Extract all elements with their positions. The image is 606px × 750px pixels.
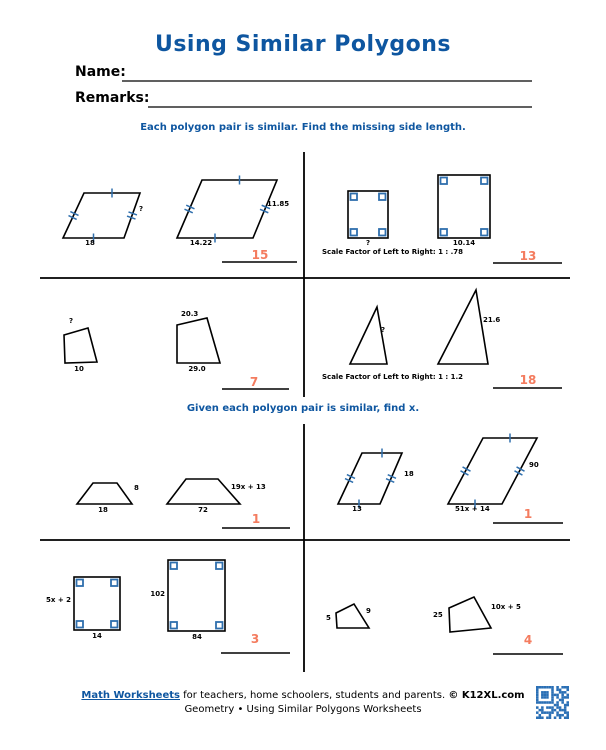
p8-small-left-label: 5: [326, 614, 331, 622]
p6-answer: 1: [523, 507, 533, 521]
p8-answer: 4: [523, 633, 533, 647]
p5-small-trapezoid: [77, 483, 132, 504]
p3-large-quadrilateral: [177, 318, 220, 363]
p2-small-square-right-angle-mark: [351, 229, 358, 236]
p1-large-bottom-label: 14.22: [189, 239, 213, 247]
p7-large-square-right-angle-mark: [216, 622, 223, 629]
p2-large-square-right-angle-mark: [481, 178, 488, 185]
p7-answer: 3: [250, 632, 260, 646]
p6-small-parallelogram: [338, 453, 402, 504]
p3-small-quadrilateral: [64, 328, 97, 363]
footer-copyright: © K12XL.com: [448, 690, 525, 701]
p1-large-right-label: 11.85: [267, 200, 290, 208]
p1-small-parallelogram: [63, 193, 140, 238]
p2-small-square: [348, 191, 388, 238]
p2-large-square-right-angle-mark: [441, 229, 448, 236]
p4-large-right-label: 21.6: [483, 316, 501, 324]
page-title: Using Similar Polygons: [154, 32, 452, 57]
p7-large-square: [168, 560, 225, 631]
p5-large-bottom-label: 72: [198, 506, 208, 514]
footer-line-2: Geometry • Using Similar Polygons Worksheets: [184, 704, 422, 715]
remarks-label: Remarks:: [75, 90, 150, 106]
p2-small-square-right-angle-mark: [351, 194, 358, 201]
footer-brand-link[interactable]: Math Worksheets: [81, 690, 180, 701]
p2-small-square-right-angle-mark: [379, 194, 386, 201]
p7-large-square-right-angle-mark: [171, 622, 178, 629]
p1-small-bottom-label: 18: [85, 239, 95, 247]
p5-answer: 1: [251, 512, 261, 526]
p7-small-square-right-angle-mark: [111, 621, 118, 628]
p3-small-bottom-label: 10: [74, 365, 84, 373]
name-label: Name:: [75, 64, 126, 80]
p8-large-left-label: 25: [433, 611, 443, 619]
section-1-instruction: Each polygon pair is similar. Find the missing side length.: [140, 122, 466, 133]
section-2-instruction: Given each polygon pair is similar, find x.: [186, 403, 420, 414]
p3-large-top-label: 20.3: [181, 310, 199, 318]
p2-large-square-right-angle-mark: [441, 178, 448, 185]
p8-small-right-label: 9: [366, 607, 371, 615]
p7-small-left-label: 5x + 2: [46, 596, 71, 604]
p4-large-triangle: [438, 290, 488, 364]
p6-large-bottom-label: 51x + 14: [455, 505, 490, 513]
p7-large-square-right-angle-mark: [171, 563, 178, 570]
p7-small-square-right-angle-mark: [77, 580, 84, 587]
p2-large-square-right-angle-mark: [481, 229, 488, 236]
p2-scale-note: Scale Factor of Left to Right: 1 : .78: [322, 248, 464, 256]
p6-small-bottom-label: 13: [352, 505, 362, 513]
p4-answer: 18: [519, 373, 537, 387]
p4-small-right-label: ?: [381, 326, 386, 334]
p6-large-right-label: 90: [529, 461, 539, 469]
p7-large-square-right-angle-mark: [216, 563, 223, 570]
p1-small-right-label: ?: [139, 205, 144, 213]
p8-small-quadrilateral: [336, 604, 369, 628]
p4-scale-note: Scale Factor of Left to Right: 1 : 1.2: [322, 373, 464, 381]
p3-large-bottom-label: 29.0: [188, 365, 206, 373]
p8-large-right-label: 10x + 5: [491, 603, 521, 611]
p6-small-right-label: 18: [404, 470, 414, 478]
p5-large-right-label: 19x + 13: [231, 483, 266, 491]
p2-large-bottom-label: 10.14: [452, 239, 476, 247]
p1-answer: 15: [251, 248, 269, 262]
p7-large-left-label: 102: [150, 590, 165, 598]
footer-line-1: [0, 690, 606, 701]
p7-large-bottom-label: 84: [192, 633, 202, 641]
footer-tagline: for teachers, home schoolers, students and parents.: [179, 690, 449, 701]
p1-large-parallelogram: [177, 180, 277, 238]
p5-small-right-label: 8: [134, 484, 139, 492]
p7-small-bottom-label: 14: [92, 632, 102, 640]
p7-small-square-right-angle-mark: [77, 621, 84, 628]
p5-small-bottom-label: 18: [98, 506, 108, 514]
p5-large-trapezoid: [167, 479, 240, 504]
p2-small-square-right-angle-mark: [379, 229, 386, 236]
p7-small-square-right-angle-mark: [111, 580, 118, 587]
p3-small-top-label: ?: [69, 317, 74, 325]
p2-answer: 13: [519, 249, 537, 263]
p3-answer: 7: [249, 375, 259, 389]
p7-small-square: [74, 577, 120, 630]
p4-small-triangle: [350, 307, 387, 364]
p2-small-bottom-label: ?: [365, 239, 371, 247]
p8-large-quadrilateral: [449, 597, 491, 632]
